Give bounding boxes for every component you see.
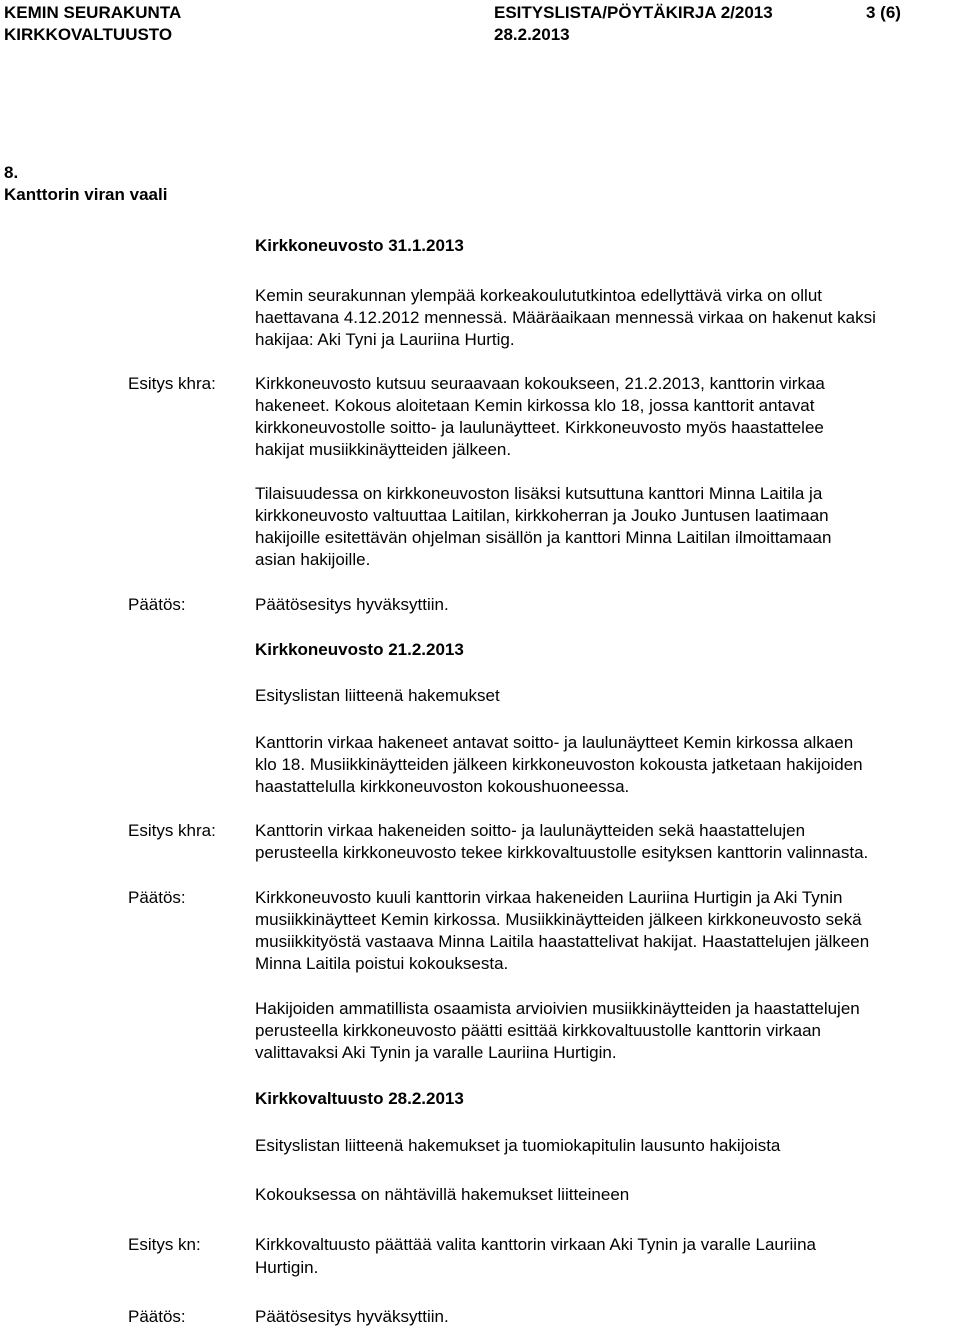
section3-heading: Kirkkovaltuusto 28.2.2013 (255, 1089, 464, 1108)
section2-intro-line: haastattelulla kirkkoneuvoston kokoushuoneessa. (255, 777, 630, 796)
org-unit: KIRKKOVALTUUSTO (4, 25, 173, 44)
section3-paatos-text: Päätösesitys hyväksyttiin. (255, 1307, 449, 1326)
org-name: KEMIN SEURAKUNTA (4, 3, 182, 22)
section2-paatos2-line: Hakijoiden ammatillista osaamista arvioivien musiikkinäytteiden ja haastattelujen (255, 999, 860, 1018)
section2-paatos2-line: valittavaksi Aki Tynin ja varalle Lauriina Hurtigin. (255, 1043, 617, 1062)
section3-attachment: Esityslistan liitteenä hakemukset ja tuomiokapitulin lausunto hakijoista (255, 1136, 781, 1155)
section2-esitys-line: Kanttorin virkaa hakeneiden soitto- ja laulunäytteiden sekä haastattelujen (255, 821, 806, 840)
section2-intro-line: Kanttorin virkaa hakeneet antavat soitto- ja laulunäytteet Kemin kirkossa alkaen (255, 733, 854, 752)
section1-intro-line: Kemin seurakunnan ylempää korkeakoulututkintoa edellyttävä virka on ollut (255, 286, 822, 305)
section3-esitys-label: Esitys kn: (128, 1235, 201, 1254)
section1-intro-line: hakijaa: Aki Tyni ja Lauriina Hurtig. (255, 330, 515, 349)
section1-esitys2-line: Tilaisuudessa on kirkkoneuvoston lisäksi kutsuttuna kanttori Minna Laitila ja (255, 484, 823, 503)
section2-heading: Kirkkoneuvosto 21.2.2013 (255, 640, 464, 659)
section2-paatos-line: Kirkkoneuvosto kuuli kanttorin virkaa hakeneiden Lauriina Hurtigin ja Aki Tynin (255, 888, 843, 907)
section1-esitys2-line: hakijoille esitettävän ohjelman sisällön ja kanttori Minna Laitilan ilmoittamaan (255, 528, 832, 547)
section1-intro-line: haettavana 4.12.2012 mennessä. Määräaikaan mennessä virkaa on hakenut kaksi (255, 308, 876, 327)
section1-esitys-line: Kirkkoneuvosto kutsuu seuraavaan kokoukseen, 21.2.2013, kanttorin virkaa (255, 374, 825, 393)
section2-attachment: Esityslistan liitteenä hakemukset (255, 686, 500, 705)
section2-paatos-line: musiikkityöstä vastaava Minna Laitila haastattelivat hakijat. Haastattelujen jälkeen (255, 932, 870, 951)
page-number: 3 (6) (866, 3, 901, 22)
section1-esitys2-line: asian hakijoille. (255, 550, 371, 569)
section1-esitys-line: hakijat musiikkinäytteiden jälkeen. (255, 440, 512, 459)
section2-paatos-label: Päätös: (128, 888, 186, 907)
doc-date: 28.2.2013 (494, 25, 570, 44)
section1-esitys-label: Esitys khra: (128, 374, 216, 393)
section1-paatos-label: Päätös: (128, 595, 186, 614)
item-title: Kanttorin viran vaali (4, 185, 168, 204)
section1-heading: Kirkkoneuvosto 31.1.2013 (255, 236, 464, 255)
section2-paatos2-line: perusteella kirkkoneuvosto päätti esittää kirkkovaltuustolle kanttorin virkaan (255, 1021, 822, 1040)
section1-esitys-line: kirkkoneuvostolle soitto- ja laulunäytteet. Kirkkoneuvosto myös haastattelee (255, 418, 824, 437)
section3-paatos-label: Päätös: (128, 1307, 186, 1326)
doc-title: ESITYSLISTA/PÖYTÄKIRJA 2/2013 (494, 3, 773, 22)
section2-esitys-label: Esitys khra: (128, 821, 216, 840)
section3-esitys-line: Hurtigin. (255, 1258, 319, 1277)
section3-esitys-line: Kirkkovaltuusto päättää valita kanttorin virkaan Aki Tynin ja varalle Lauriina (255, 1235, 816, 1254)
section1-esitys2-line: kirkkoneuvosto valtuuttaa Laitilan, kirkkoherran ja Jouko Juntusen laatimaan (255, 506, 829, 525)
section2-esitys-line: perusteella kirkkoneuvosto tekee kirkkovaltuustolle esityksen kanttorin valinnasta. (255, 843, 869, 862)
section1-esitys-line: hakeneet. Kokous aloitetaan Kemin kirkossa klo 18, jossa kanttorit antavat (255, 396, 815, 415)
section2-paatos-line: Minna Laitila poistui kokouksesta. (255, 954, 509, 973)
item-number: 8. (4, 163, 19, 182)
section1-paatos-text: Päätösesitys hyväksyttiin. (255, 595, 449, 614)
section2-paatos-line: musiikkinäytteet Kemin kirkossa. Musiikkinäytteiden jälkeen kirkkoneuvosto sekä (255, 910, 862, 929)
section2-intro-line: klo 18. Musiikkinäytteiden jälkeen kirkkoneuvoston kokousta jatketaan hakijoiden (255, 755, 863, 774)
section3-note: Kokouksessa on nähtävillä hakemukset liitteineen (255, 1185, 630, 1204)
